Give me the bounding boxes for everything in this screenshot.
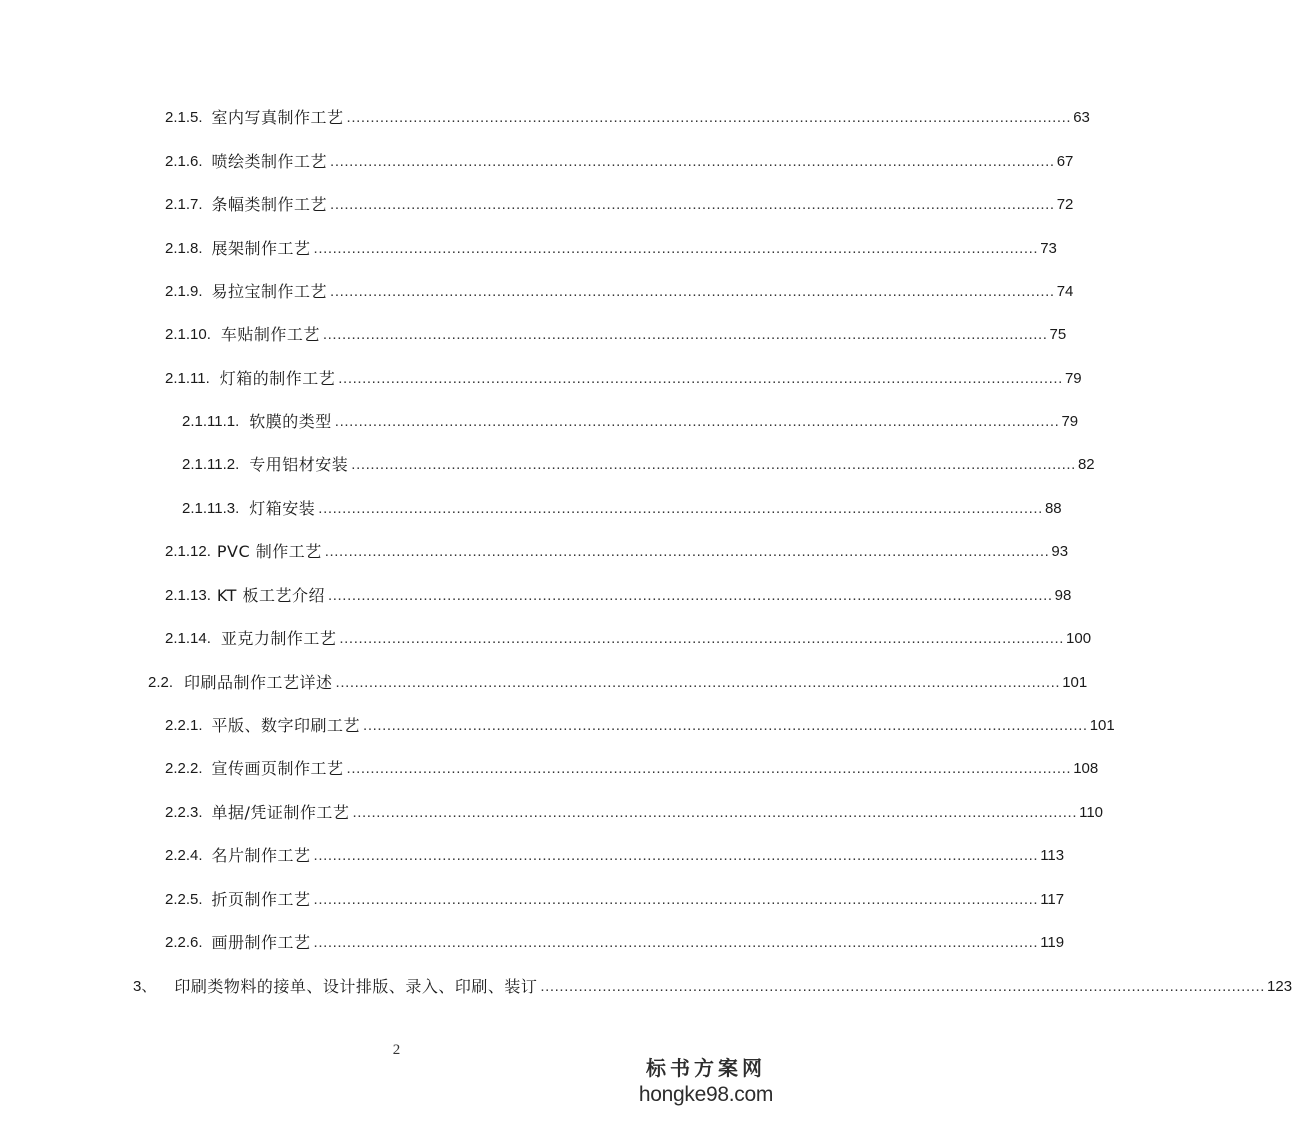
toc-entry-number: 2.1.13. bbox=[165, 587, 211, 604]
toc-leader-dots: ........................................................................................................................................................ bbox=[330, 283, 1055, 300]
toc-entry-page: 79 bbox=[1061, 413, 1079, 430]
toc-entry-title: 室内写真制作工艺 bbox=[211, 108, 344, 127]
toc-entry-title: 易拉宝制作工艺 bbox=[211, 282, 328, 301]
watermark-title: 标书方案网 bbox=[646, 1056, 766, 1080]
toc-entry[interactable] bbox=[165, 931, 1065, 955]
toc-entry-page: 73 bbox=[1040, 240, 1057, 257]
toc-leader-dots: ........................................................................................................................................................ bbox=[352, 804, 1078, 821]
toc-entry[interactable] bbox=[165, 714, 1115, 738]
toc-leader-dots: ........................................................................................................................................................ bbox=[346, 109, 1072, 126]
toc-entry-number: 2.1.7. bbox=[165, 196, 203, 213]
toc-entry-number: 2.1.10. bbox=[165, 326, 211, 343]
toc-entry-number: 2.2. bbox=[148, 674, 174, 691]
toc-entry-title: 软膜的类型 bbox=[249, 412, 332, 431]
toc-entry-number: 2.1.11. bbox=[165, 370, 210, 387]
toc-entry-page: 75 bbox=[1049, 326, 1067, 343]
toc-leader-dots: ........................................................................................................................................................ bbox=[313, 891, 1039, 908]
toc-entry-number: 2.1.9. bbox=[165, 283, 203, 300]
toc-leader-dots: ........................................................................................................................................................ bbox=[338, 370, 1063, 387]
toc-entry[interactable] bbox=[165, 367, 1082, 391]
toc-leader-dots: ........................................................................................................................................................ bbox=[328, 587, 1053, 604]
toc-entry[interactable] bbox=[165, 193, 1074, 217]
toc-entry-page: 100 bbox=[1066, 630, 1092, 647]
toc-entry-number: 2.1.14. bbox=[165, 630, 211, 647]
toc-entry[interactable] bbox=[165, 888, 1065, 912]
toc-entry[interactable] bbox=[165, 540, 1069, 564]
toc-leader-dots: ........................................................................................................................................................ bbox=[363, 717, 1088, 734]
toc-entry-number: 2.1.11.2. bbox=[182, 456, 240, 473]
toc-entry-title: 折页制作工艺 bbox=[211, 890, 311, 909]
toc-entry-title: 灯箱安装 bbox=[249, 499, 316, 518]
toc-entry[interactable] bbox=[165, 627, 1092, 651]
toc-entry-title: 名片制作工艺 bbox=[211, 846, 311, 865]
toc-entry-number: 2.2.5. bbox=[165, 891, 203, 908]
toc-leader-dots: ........................................................................................................................................................ bbox=[335, 674, 1061, 691]
toc-entry[interactable] bbox=[182, 453, 1095, 477]
toc-entry-title: 平版、数字印刷工艺 bbox=[211, 716, 361, 735]
toc-leader-dots: ........................................................................................................................................................ bbox=[322, 326, 1048, 343]
toc-entry-number: 2.1.6. bbox=[165, 153, 203, 170]
toc-entry-page: 123 bbox=[1267, 978, 1292, 995]
toc-entry-title: 车贴制作工艺 bbox=[220, 325, 320, 344]
toc-entry-title: 条幅类制作工艺 bbox=[211, 195, 328, 214]
toc-entry-page: 119 bbox=[1040, 934, 1065, 951]
toc-leader-dots: ........................................................................................................................................................ bbox=[330, 153, 1055, 170]
toc-entry-number: 3、 bbox=[133, 978, 157, 995]
toc-leader-dots: ........................................................................................................................................................ bbox=[351, 456, 1076, 473]
toc-leader-dots: ........................................................................................................................................................ bbox=[330, 196, 1055, 213]
toc-leader-dots: ........................................................................................................................................................ bbox=[313, 240, 1039, 257]
toc-entry-number: 2.2.6. bbox=[165, 934, 203, 951]
toc-leader-dots: ........................................................................................................................................................ bbox=[313, 847, 1039, 864]
toc-entry-title: 印刷品制作工艺详述 bbox=[184, 673, 333, 692]
page-number: 2 bbox=[392, 1042, 401, 1058]
toc-entry-page: 67 bbox=[1056, 153, 1074, 170]
toc-entry-title: 展架制作工艺 bbox=[211, 239, 311, 258]
toc-entry-title: 喷绘类制作工艺 bbox=[211, 152, 328, 171]
toc-entry-number: 2.1.12. bbox=[165, 543, 211, 560]
toc-entry-page: 63 bbox=[1073, 109, 1090, 126]
toc-entry-number: 2.2.1. bbox=[165, 717, 203, 734]
toc-entry[interactable] bbox=[165, 280, 1074, 304]
toc-entry-page: 113 bbox=[1040, 847, 1065, 864]
toc-entry[interactable] bbox=[182, 497, 1062, 521]
toc-entry-page: 74 bbox=[1056, 283, 1074, 300]
toc-entry-number: 2.2.3. bbox=[165, 804, 203, 821]
toc-entry[interactable] bbox=[165, 323, 1067, 347]
toc-entry-page: 101 bbox=[1089, 717, 1115, 734]
toc-leader-dots: ........................................................................................................................................................ bbox=[313, 934, 1039, 951]
toc-entry-page: 108 bbox=[1073, 760, 1099, 777]
toc-entry-page: 98 bbox=[1054, 587, 1072, 604]
toc-entry-title: 印刷类物料的接单、设计排版、录入、印刷、装订 bbox=[174, 977, 538, 996]
toc-leader-dots: ........................................................................................................................................................ bbox=[540, 978, 1266, 995]
toc-entry-title: 宣传画页制作工艺 bbox=[211, 759, 344, 778]
toc-entry[interactable] bbox=[165, 150, 1074, 174]
toc-entry-page: 101 bbox=[1062, 674, 1088, 691]
toc-entry-page: 110 bbox=[1079, 804, 1104, 821]
toc-entry-number: 2.1.5. bbox=[165, 109, 203, 126]
toc-entry[interactable] bbox=[148, 671, 1088, 695]
toc-leader-dots: ........................................................................................................................................................ bbox=[324, 543, 1050, 560]
toc-entry-page: 117 bbox=[1040, 891, 1065, 908]
toc-entry-number: 2.2.4. bbox=[165, 847, 203, 864]
toc-leader-dots: ........................................................................................................................................................ bbox=[334, 413, 1060, 430]
toc-entry[interactable] bbox=[133, 975, 1292, 999]
toc-entry-title: KT 板工艺介绍 bbox=[216, 586, 325, 605]
toc-entry-number: 2.1.11.1. bbox=[182, 413, 240, 430]
toc-entry-title: 亚克力制作工艺 bbox=[220, 629, 337, 648]
toc-entry-number: 2.1.11.3. bbox=[182, 500, 240, 517]
watermark-logo bbox=[631, 1054, 781, 1116]
toc-leader-dots: ........................................................................................................................................................ bbox=[339, 630, 1065, 647]
toc-entry-title: PVC 制作工艺 bbox=[216, 542, 322, 561]
toc-entry-title: 画册制作工艺 bbox=[211, 933, 311, 952]
toc-leader-dots: ........................................................................................................................................................ bbox=[346, 760, 1072, 777]
toc-entry-title: 单据/凭证制作工艺 bbox=[211, 803, 350, 822]
toc-entry[interactable] bbox=[182, 410, 1079, 434]
toc-entry[interactable] bbox=[165, 844, 1065, 868]
toc-entry-page: 93 bbox=[1051, 543, 1069, 560]
toc-leader-dots: ........................................................................................................................................................ bbox=[318, 500, 1043, 517]
toc-entry-number: 2.2.2. bbox=[165, 760, 203, 777]
toc-entry[interactable] bbox=[165, 237, 1057, 261]
toc-entry-title: 专用铝材安装 bbox=[249, 455, 349, 474]
toc-entry-number: 2.1.8. bbox=[165, 240, 203, 257]
toc-entry-page: 72 bbox=[1056, 196, 1074, 213]
toc-entry-page: 88 bbox=[1044, 500, 1062, 517]
watermark-url: hongke98.com bbox=[638, 1083, 774, 1106]
toc-entry[interactable] bbox=[165, 584, 1072, 608]
toc-entry-page: 79 bbox=[1064, 370, 1082, 387]
toc-entry-title: 灯箱的制作工艺 bbox=[219, 369, 336, 388]
toc-entry[interactable] bbox=[165, 106, 1090, 130]
toc-entry-page: 82 bbox=[1077, 456, 1095, 473]
toc-entry[interactable] bbox=[165, 757, 1099, 781]
toc-entry[interactable] bbox=[165, 801, 1104, 825]
